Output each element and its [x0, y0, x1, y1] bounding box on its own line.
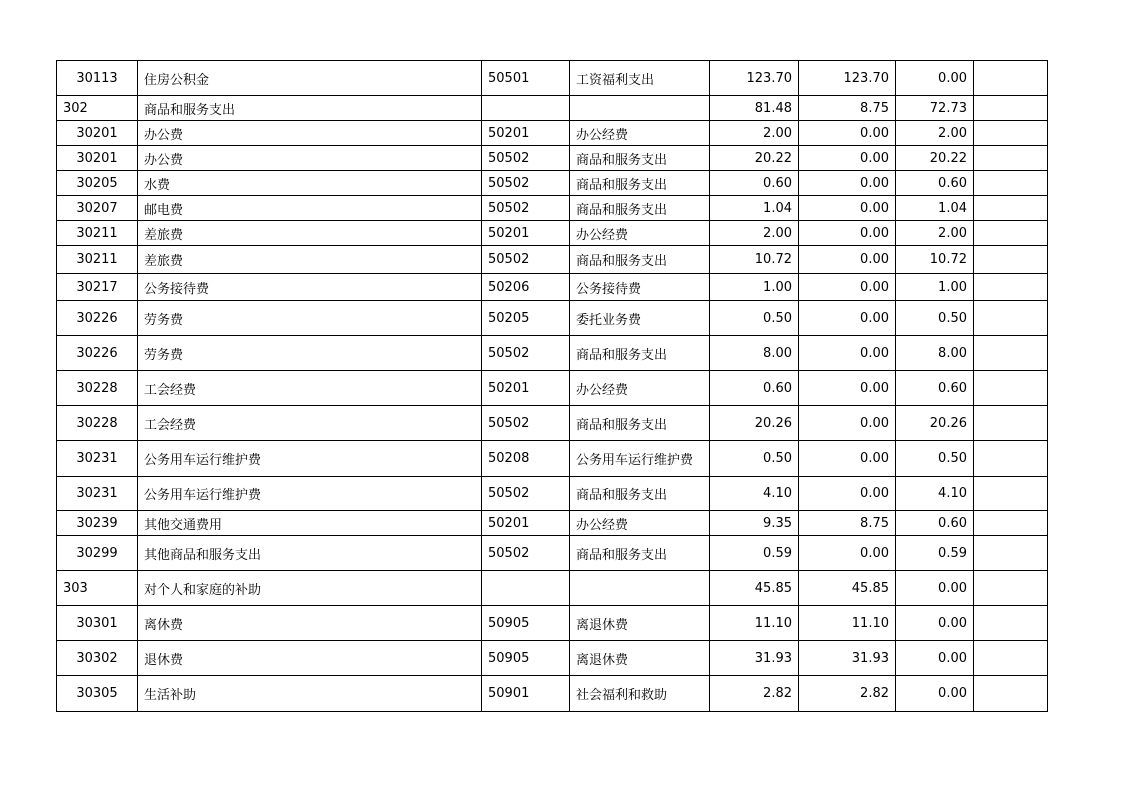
func-name-cell: 工会经费 [138, 406, 482, 441]
func-code-cell: 30305 [57, 676, 138, 712]
total-cell: 45.85 [710, 571, 799, 606]
blank-cell [974, 61, 1048, 96]
func-name-cell: 生活补助 [138, 676, 482, 712]
func-code-cell: 303 [57, 571, 138, 606]
func-code-cell: 30302 [57, 641, 138, 676]
basic-cell: 0.00 [799, 146, 896, 171]
total-cell: 4.10 [710, 477, 799, 511]
blank-cell [974, 676, 1048, 712]
basic-cell: 0.00 [799, 477, 896, 511]
basic-cell: 0.00 [799, 336, 896, 371]
project-cell: 20.22 [896, 146, 974, 171]
budget-table [56, 60, 1048, 712]
table-row [57, 336, 1048, 371]
blank-cell [974, 641, 1048, 676]
blank-cell [974, 606, 1048, 641]
econ-code-cell: 50201 [482, 121, 570, 146]
econ-code-cell: 50502 [482, 196, 570, 221]
econ-code-cell: 50502 [482, 336, 570, 371]
blank-cell [974, 571, 1048, 606]
econ-name-cell: 离退休费 [570, 641, 710, 676]
econ-code-cell: 50502 [482, 171, 570, 196]
econ-code-cell: 50501 [482, 61, 570, 96]
func-name-cell: 邮电费 [138, 196, 482, 221]
basic-cell: 0.00 [799, 274, 896, 301]
blank-cell [974, 246, 1048, 274]
func-name-cell: 其他交通费用 [138, 511, 482, 536]
func-name-cell: 其他商品和服务支出 [138, 536, 482, 571]
basic-cell: 31.93 [799, 641, 896, 676]
econ-name-cell: 办公经费 [570, 511, 710, 536]
total-cell: 1.04 [710, 196, 799, 221]
econ-code-cell: 50201 [482, 221, 570, 246]
econ-name-cell: 商品和服务支出 [570, 336, 710, 371]
project-cell: 0.60 [896, 171, 974, 196]
econ-code-cell: 50502 [482, 246, 570, 274]
blank-cell [974, 406, 1048, 441]
econ-code-cell: 50905 [482, 606, 570, 641]
func-code-cell: 30217 [57, 274, 138, 301]
basic-cell: 11.10 [799, 606, 896, 641]
table-body [57, 61, 1048, 712]
table-row [57, 274, 1048, 301]
func-code-cell: 30231 [57, 477, 138, 511]
econ-name-cell: 商品和服务支出 [570, 246, 710, 274]
econ-code-cell: 50502 [482, 406, 570, 441]
basic-cell: 0.00 [799, 171, 896, 196]
project-cell: 0.60 [896, 371, 974, 406]
table-row [57, 406, 1048, 441]
project-cell: 0.00 [896, 571, 974, 606]
basic-cell: 8.75 [799, 96, 896, 121]
project-cell: 2.00 [896, 221, 974, 246]
total-cell: 10.72 [710, 246, 799, 274]
project-cell: 72.73 [896, 96, 974, 121]
project-cell: 10.72 [896, 246, 974, 274]
project-cell: 0.00 [896, 676, 974, 712]
econ-name-cell: 商品和服务支出 [570, 536, 710, 571]
blank-cell [974, 336, 1048, 371]
func-code-cell: 302 [57, 96, 138, 121]
total-cell: 20.22 [710, 146, 799, 171]
total-cell: 11.10 [710, 606, 799, 641]
table-row [57, 146, 1048, 171]
func-code-cell: 30228 [57, 406, 138, 441]
total-cell: 2.00 [710, 221, 799, 246]
project-cell: 1.00 [896, 274, 974, 301]
table-row [57, 536, 1048, 571]
func-code-cell: 30228 [57, 371, 138, 406]
total-cell: 1.00 [710, 274, 799, 301]
econ-name-cell: 工资福利支出 [570, 61, 710, 96]
func-name-cell: 差旅费 [138, 221, 482, 246]
project-cell: 0.59 [896, 536, 974, 571]
econ-name-cell: 公务接待费 [570, 274, 710, 301]
total-cell: 2.82 [710, 676, 799, 712]
econ-code-cell: 50201 [482, 371, 570, 406]
func-name-cell: 公务接待费 [138, 274, 482, 301]
blank-cell [974, 171, 1048, 196]
total-cell: 8.00 [710, 336, 799, 371]
func-name-cell: 公务用车运行维护费 [138, 441, 482, 477]
basic-cell: 0.00 [799, 246, 896, 274]
func-code-cell: 30205 [57, 171, 138, 196]
blank-cell [974, 274, 1048, 301]
table-row [57, 121, 1048, 146]
func-name-cell: 工会经费 [138, 371, 482, 406]
func-name-cell: 退休费 [138, 641, 482, 676]
project-cell: 0.00 [896, 641, 974, 676]
table-row [57, 477, 1048, 511]
func-code-cell: 30226 [57, 336, 138, 371]
func-name-cell: 办公费 [138, 121, 482, 146]
econ-code-cell: 50502 [482, 146, 570, 171]
econ-name-cell: 商品和服务支出 [570, 171, 710, 196]
func-code-cell: 30201 [57, 121, 138, 146]
econ-name-cell: 社会福利和救助 [570, 676, 710, 712]
func-code-cell: 30207 [57, 196, 138, 221]
total-cell: 0.50 [710, 301, 799, 336]
basic-cell: 0.00 [799, 441, 896, 477]
func-name-cell: 对个人和家庭的补助 [138, 571, 482, 606]
table-row [57, 301, 1048, 336]
blank-cell [974, 146, 1048, 171]
econ-code-cell: 50502 [482, 536, 570, 571]
table-row [57, 606, 1048, 641]
basic-cell: 0.00 [799, 536, 896, 571]
basic-cell: 2.82 [799, 676, 896, 712]
total-cell: 0.60 [710, 371, 799, 406]
project-cell: 0.50 [896, 441, 974, 477]
basic-cell: 0.00 [799, 121, 896, 146]
econ-name-cell: 办公经费 [570, 221, 710, 246]
project-cell: 1.04 [896, 196, 974, 221]
econ-code-cell: 50205 [482, 301, 570, 336]
econ-code-cell: 50208 [482, 441, 570, 477]
basic-cell: 0.00 [799, 196, 896, 221]
table-row [57, 196, 1048, 221]
project-cell: 0.00 [896, 61, 974, 96]
func-code-cell: 30211 [57, 246, 138, 274]
func-code-cell: 30226 [57, 301, 138, 336]
func-code-cell: 30201 [57, 146, 138, 171]
blank-cell [974, 221, 1048, 246]
func-name-cell: 商品和服务支出 [138, 96, 482, 121]
basic-cell: 123.70 [799, 61, 896, 96]
project-cell: 8.00 [896, 336, 974, 371]
econ-name-cell: 商品和服务支出 [570, 146, 710, 171]
blank-cell [974, 511, 1048, 536]
project-cell: 20.26 [896, 406, 974, 441]
econ-name-cell [570, 96, 710, 121]
econ-code-cell [482, 571, 570, 606]
func-code-cell: 30299 [57, 536, 138, 571]
func-name-cell: 公务用车运行维护费 [138, 477, 482, 511]
total-cell: 0.60 [710, 171, 799, 196]
table-row [57, 641, 1048, 676]
total-cell: 31.93 [710, 641, 799, 676]
econ-name-cell [570, 571, 710, 606]
table-row [57, 246, 1048, 274]
func-code-cell: 30231 [57, 441, 138, 477]
basic-cell: 0.00 [799, 406, 896, 441]
total-cell: 20.26 [710, 406, 799, 441]
econ-name-cell: 办公经费 [570, 121, 710, 146]
econ-code-cell: 50206 [482, 274, 570, 301]
total-cell: 0.59 [710, 536, 799, 571]
table-row [57, 676, 1048, 712]
total-cell: 123.70 [710, 61, 799, 96]
func-code-cell: 30113 [57, 61, 138, 96]
total-cell: 9.35 [710, 511, 799, 536]
basic-cell: 0.00 [799, 301, 896, 336]
econ-name-cell: 商品和服务支出 [570, 196, 710, 221]
func-code-cell: 30239 [57, 511, 138, 536]
blank-cell [974, 121, 1048, 146]
total-cell: 81.48 [710, 96, 799, 121]
basic-cell: 8.75 [799, 511, 896, 536]
econ-name-cell: 商品和服务支出 [570, 406, 710, 441]
econ-code-cell: 50502 [482, 477, 570, 511]
func-name-cell: 差旅费 [138, 246, 482, 274]
table-row [57, 511, 1048, 536]
project-cell: 0.60 [896, 511, 974, 536]
project-cell: 0.00 [896, 606, 974, 641]
func-name-cell: 劳务费 [138, 301, 482, 336]
econ-name-cell: 商品和服务支出 [570, 477, 710, 511]
table-row [57, 371, 1048, 406]
blank-cell [974, 96, 1048, 121]
project-cell: 4.10 [896, 477, 974, 511]
table-row [57, 441, 1048, 477]
basic-cell: 0.00 [799, 221, 896, 246]
total-cell: 2.00 [710, 121, 799, 146]
blank-cell [974, 477, 1048, 511]
func-name-cell: 住房公积金 [138, 61, 482, 96]
blank-cell [974, 371, 1048, 406]
econ-name-cell: 公务用车运行维护费 [570, 441, 710, 477]
blank-cell [974, 301, 1048, 336]
econ-code-cell [482, 96, 570, 121]
func-code-cell: 30301 [57, 606, 138, 641]
econ-name-cell: 离退休费 [570, 606, 710, 641]
project-cell: 0.50 [896, 301, 974, 336]
econ-code-cell: 50901 [482, 676, 570, 712]
table-row [57, 571, 1048, 606]
econ-name-cell: 委托业务费 [570, 301, 710, 336]
econ-code-cell: 50905 [482, 641, 570, 676]
econ-name-cell: 办公经费 [570, 371, 710, 406]
project-cell: 2.00 [896, 121, 974, 146]
blank-cell [974, 196, 1048, 221]
econ-code-cell: 50201 [482, 511, 570, 536]
table-row [57, 96, 1048, 121]
basic-cell: 45.85 [799, 571, 896, 606]
basic-cell: 0.00 [799, 371, 896, 406]
func-name-cell: 劳务费 [138, 336, 482, 371]
func-name-cell: 办公费 [138, 146, 482, 171]
func-name-cell: 水费 [138, 171, 482, 196]
table-row [57, 221, 1048, 246]
func-code-cell: 30211 [57, 221, 138, 246]
blank-cell [974, 536, 1048, 571]
table-row [57, 61, 1048, 96]
table-row [57, 171, 1048, 196]
blank-cell [974, 441, 1048, 477]
func-name-cell: 离休费 [138, 606, 482, 641]
total-cell: 0.50 [710, 441, 799, 477]
